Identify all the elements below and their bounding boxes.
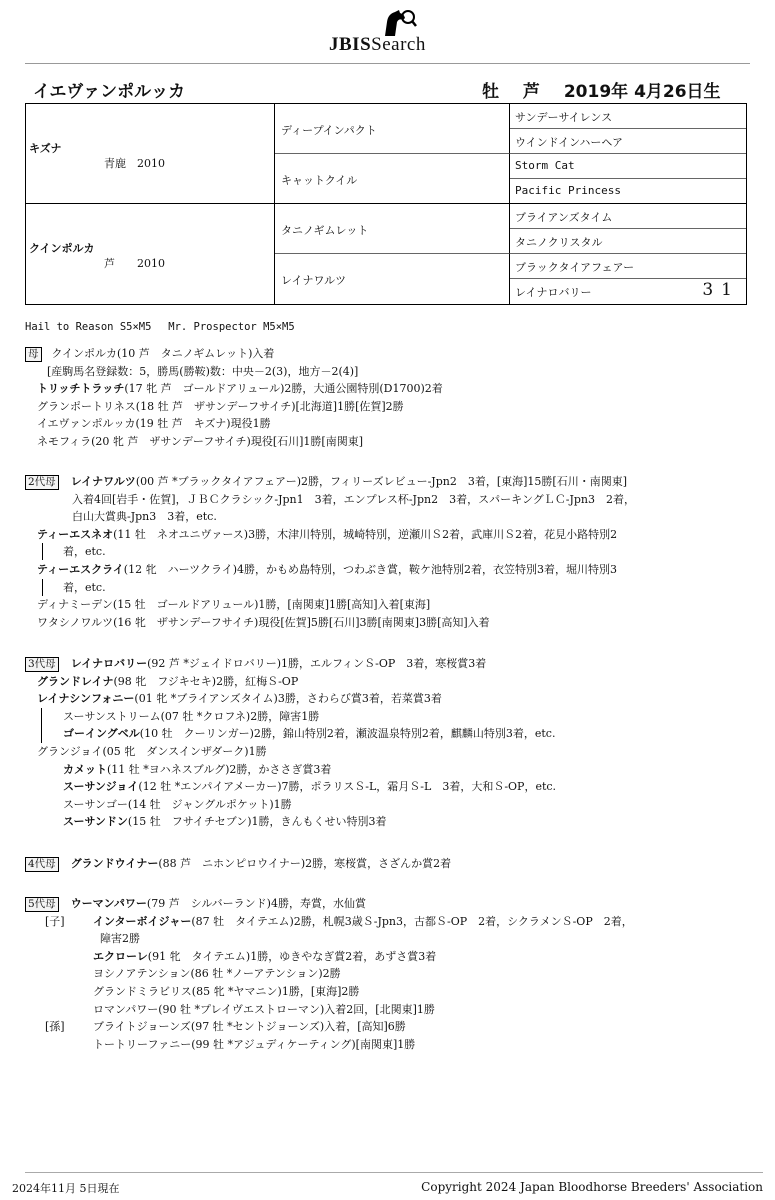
generation-label: 5代母	[25, 897, 59, 912]
descendant-record: (11 牡 *ヨハネスブルグ)2勝，かささぎ賞3着	[107, 762, 332, 776]
tree-connector	[42, 543, 43, 560]
gen4-dam-name[interactable]: グランドウイナー	[70, 857, 159, 870]
pedigree-sire-dam-cell	[275, 154, 510, 204]
generation-label: 母	[25, 347, 42, 362]
descendant-record: (15 牡 フサイチセブン)1勝，きんもくせい特別3着	[127, 815, 387, 829]
gen3-ancestor-name[interactable]: タニノクリスタル	[515, 236, 603, 249]
descendant-name[interactable]: ゴーイングベル	[63, 727, 140, 741]
descendant-name[interactable]: ティーエスネオ	[37, 527, 114, 541]
pedigree-dam-sire-cell	[275, 204, 510, 254]
descendant-name[interactable]: カメット	[63, 762, 107, 776]
logo-wordmark: JBISSearch	[329, 34, 426, 55]
generation-label: 3代母	[25, 657, 59, 672]
sire-info: 青鹿 2010	[104, 157, 165, 170]
sire-name[interactable]: キズナ	[29, 142, 62, 155]
footer-divider	[25, 1172, 763, 1173]
descendant-record: (12 牡 *エンパイアメーカー)7勝，ポラリスＳ-L，霜月Ｓ-L 3着，大和Ｓ-OP，etc.	[138, 780, 557, 794]
inbreeding-summary: Hail to Reason S5×M5 Mr. Prospector M5×M5	[25, 321, 295, 333]
descendant-record: (10 牡 クーリンガー)2勝，錦山特別2着，瀬波温泉特別2着，麒麟山特別3着，etc.	[139, 727, 556, 741]
descendant-line: ロマンパワー(90 牡 *プレイヴエストローマン)入着2回，[北関東]1勝	[93, 1002, 435, 1016]
descendant-name[interactable]: グランドレイナ	[37, 674, 114, 688]
descendant-record-cont: 着，etc.	[63, 545, 106, 559]
gen3-dam-record: (92 芦 *ジェイドロバリー)1勝，エルフィンＳ-OP 3着，寒桜賞3着	[147, 657, 487, 670]
gen5-dam-name[interactable]: ウーマンパワー	[70, 897, 147, 910]
pedigree-gen3-cell	[510, 204, 746, 229]
descendant-line: ブライトジョーンズ(97 牡 *セントジョーンズ)入着，[高知]6勝	[93, 1020, 406, 1034]
descendant-record: (12 牝 ハーツクライ)4勝，かもめ島特別，つわぶき賞，鞍ケ池特別2着，衣笠特別3着，堀川特別3	[123, 562, 617, 576]
horse-color: 芦	[522, 82, 540, 102]
logo-suffix: Search	[371, 34, 426, 55]
gen3-ancestor-name[interactable]: サンデーサイレンス	[515, 111, 613, 124]
gen2-dam-section	[25, 473, 760, 631]
gen2-dam-record-cont: 入着4回[岩手・佐賀]，ＪＢＣクラシック-Jpn1 3着，エンプレス杯-Jpn2 3着，スパーキングＬＣ-Jpn3 2着，	[72, 492, 636, 506]
dam-section	[25, 345, 760, 451]
dam-info: 芦 2010	[104, 257, 165, 270]
dam-sire-name[interactable]: タニノギムレット	[281, 224, 369, 237]
gen3-ancestor-name[interactable]: レイナロバリー	[515, 286, 592, 299]
descendant-record-cont: 障害2勝	[100, 932, 140, 946]
sire-dam-name[interactable]: キャットクイル	[281, 174, 358, 187]
descendant-record: (01 牝 *ブライアンズタイム)3勝，さわらび賞3着，若菜賞3着	[134, 692, 442, 706]
gen3-ancestor-name[interactable]: Storm Cat	[515, 159, 575, 172]
dam-dam-name[interactable]: レイナワルツ	[281, 274, 347, 287]
descendant-name[interactable]: スーサンジョイ	[63, 780, 139, 794]
generation-label: 2代母	[25, 475, 59, 490]
horse-birth: 2019年 4月26日生	[563, 82, 721, 102]
sibling-line: グランポートリネス(18 牡 芦 ザサンデーフサイチ)[北海道]1勝[佐賀]2勝	[37, 399, 404, 413]
pedigree-dam-cell	[26, 204, 275, 304]
pedigree-gen3-cell	[510, 104, 746, 129]
pedigree-dam-dam-cell	[275, 254, 510, 304]
descendant-name[interactable]: レイナシンフォニー	[37, 692, 135, 706]
descendant-record: (91 牝 タイテエム)1勝，ゆきやなぎ賞2着，あずさ賞3着	[147, 949, 437, 963]
descendant-line: グランジョイ(05 牝 ダンスインザダーク)1勝	[37, 744, 267, 758]
gen3-dam-name[interactable]: レイナロバリー	[70, 657, 148, 670]
title-divider	[25, 63, 750, 64]
descendant-name[interactable]: スーサンドン	[63, 815, 128, 829]
pedigree-gen3-cell	[510, 279, 746, 304]
dam-line: クインポルカ(10 芦 タニノギムレット)入着	[51, 347, 275, 360]
descendant-name[interactable]: エクローレ	[93, 949, 148, 963]
jbis-search-logo[interactable]	[329, 8, 459, 54]
gen3-ancestor-name[interactable]: ウインドインハーヘア	[515, 136, 624, 149]
children-label: [子]	[45, 914, 65, 928]
gen3-ancestor-name[interactable]: ブラックタイアフェアー	[515, 261, 635, 274]
gen3-ancestor-name[interactable]: Pacific Princess	[515, 184, 621, 197]
descendant-record: (87 牡 タイテエム)2勝，札幌3歳Ｓ-Jpn3，古都Ｓ-OP 2着，シクラメンＳ-OP 2着，	[191, 914, 633, 928]
grandchildren-label: [孫]	[45, 1020, 65, 1034]
descendant-line: スーサンゴー(14 牡 ジャングルポケット)1勝	[63, 797, 292, 811]
descendant-name[interactable]: インターボイジャー	[93, 914, 192, 928]
horse-sex: 牡	[482, 82, 499, 102]
descendant-record-cont: 着，etc.	[63, 580, 106, 594]
sibling-line: ネモフィラ(20 牝 芦 ザサンデーフサイチ)現役[石川]1勝[南関東]	[37, 434, 363, 448]
as-of-date: 2024年11月 5日現在	[12, 1182, 120, 1195]
pedigree-gen3-cell	[510, 254, 746, 279]
dam-foals-summary: [産駒馬名登録数：5，勝馬(勝鞍)数：中央－2(3)，地方－2(4)]	[47, 364, 359, 378]
dam-name[interactable]: クインポルカ	[29, 242, 95, 255]
gen5-dam-section	[25, 895, 760, 1053]
gen4-dam-record: (88 芦 ニホンピロウイナー)2勝，寒桜賞，さざんか賞2着	[158, 857, 452, 870]
pedigree-gen3-cell	[510, 129, 746, 154]
pedigree-gen3-cell	[510, 179, 746, 204]
pedigree-gen3-cell	[510, 154, 746, 179]
descendant-name[interactable]: ティーエスクライ	[37, 562, 124, 576]
family-number: 31	[702, 280, 740, 300]
sire-sire-name[interactable]: ディープインパクト	[281, 124, 377, 137]
gen3-dam-section	[25, 655, 760, 831]
sibling-name[interactable]: トリッチトラッチ	[37, 382, 125, 396]
gen4-dam-section	[25, 855, 760, 873]
descendant-line: ヨシノアテンション(86 牡 *ノーアテンション)2勝	[93, 967, 341, 981]
sibling-record: (17 牝 芦 ゴールドアリュール)2勝，大通公園特別(D1700)2着	[124, 382, 443, 396]
descendant-line: トートリーファニー(99 牡 *アジュディケーティング)[南関東]1勝	[93, 1037, 416, 1051]
descendant-line: グランドミラビリス(85 牝 *ヤマニン)1勝，[東海]2勝	[93, 984, 360, 998]
gen3-ancestor-name[interactable]: ブライアンズタイム	[515, 211, 613, 224]
descendant-record: (98 牝 フジキセキ)2勝，紅梅Ｓ-OP	[113, 674, 299, 688]
horse-info	[482, 77, 721, 102]
gen5-dam-record: (79 芦 シルバーランド)4勝，寿賞，水仙賞	[146, 897, 366, 910]
descendant-record: (11 牡 ネオユニヴァース)3勝，木津川特別，城崎特別，逆瀬川Ｓ2着，武庫川Ｓ2着，花見小路特別2	[113, 527, 618, 541]
descendant-line: スーサンストリーム(07 牡 *クロフネ)2勝，障害1勝	[63, 709, 320, 723]
tree-connector	[42, 579, 43, 596]
horse-name: イエヴァンポルッカ	[33, 82, 186, 102]
descendant-line: ディナミーデン(15 牡 ゴールドアリュール)1勝，[南関東]1勝[高知]入着[東海]	[37, 598, 431, 612]
descendant-line: ワタシノワルツ(16 牝 ザサンデーフサイチ)現役[佐賀]5勝[石川]3勝[南関東]3勝[高知]入着	[37, 615, 490, 629]
pedigree-gen3-cell	[510, 229, 746, 254]
pedigree-table	[25, 103, 747, 305]
gen2-dam-record: (00 芦 *ブラックタイアフェアー)2勝，フィリーズレビュー-Jpn2 3着，[東海]15勝[石川・南関東]	[135, 475, 627, 488]
gen2-dam-record-cont: 白山大賞典-Jpn3 3着，etc.	[72, 510, 217, 524]
sibling-line: イエヴァンポルッカ(19 牡 芦 キズナ)現役1勝	[37, 417, 271, 431]
copyright: Copyright 2024 Japan Bloodhorse Breeders' Association	[421, 1180, 763, 1194]
gen2-dam-name[interactable]: レイナワルツ	[70, 475, 136, 488]
pedigree-sire-sire-cell	[275, 104, 510, 154]
generation-label: 4代母	[25, 857, 59, 872]
pedigree-sire-cell	[26, 104, 275, 204]
